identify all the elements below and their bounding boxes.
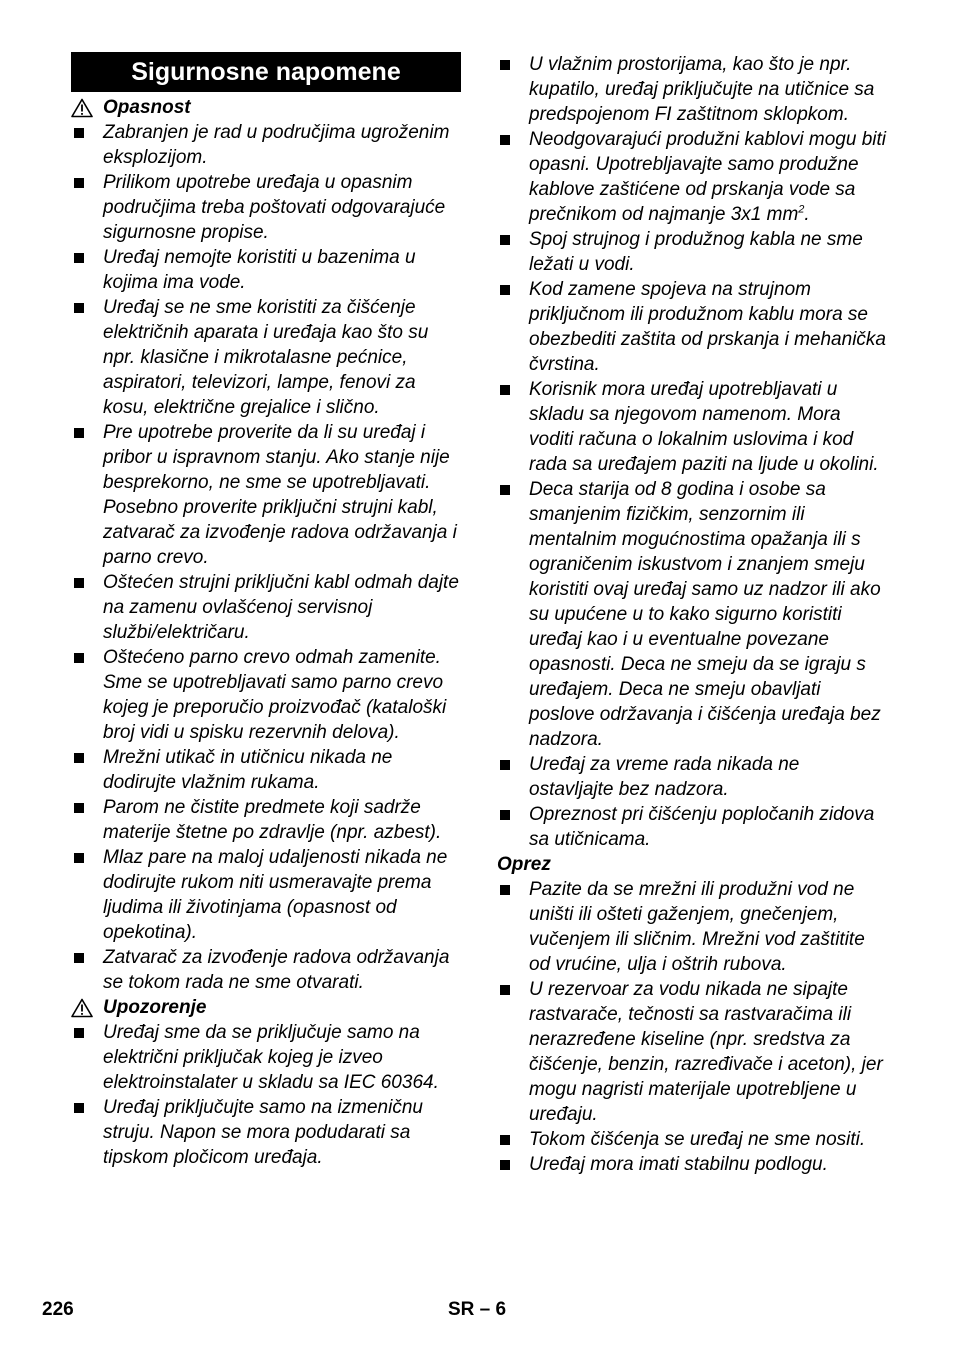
bullet-square-icon [500, 760, 510, 770]
bullet-square-icon [74, 1028, 84, 1038]
list-item: Spoj strujnog i produžnog kabla ne sme ležati u vodi. [497, 227, 887, 277]
warning-list-continued [497, 52, 887, 852]
list-item: Parom ne čistite predmete koji sadrže materije štetne po zdravlje (npr. azbest). [71, 795, 461, 845]
bullet-square-icon [500, 1160, 510, 1170]
list-item: Uređaj za vreme rada nikada ne ostavljajte bez nadzora. [497, 752, 887, 802]
bullet-square-icon [500, 60, 510, 70]
bullet-square-icon [500, 385, 510, 395]
warning-heading-label: Upozorenje [103, 997, 207, 1018]
list-item: U vlažnim prostorijama, kao što je npr. kupatilo, uređaj priključujte na utičnice sa predspojenom FI zaštitnom sklopkom. [497, 52, 887, 127]
caution-heading: Oprez [497, 854, 551, 875]
page-number: 226 [42, 1299, 74, 1320]
list-item: Korisnik mora uređaj upotrebljavati u skladu sa njegovom namenom. Mora voditi računa o lokalnim uslovima i kod rada sa uređajem paziti na ljude u okolini. [497, 377, 887, 477]
bullet-square-icon [74, 253, 84, 263]
list-item: Tokom čišćenja se uređaj ne sme nositi. [497, 1127, 887, 1152]
bullet-square-icon [74, 1103, 84, 1113]
bullet-square-icon [74, 303, 84, 313]
bullet-square-icon [500, 135, 510, 145]
bullet-square-icon [500, 1135, 510, 1145]
bullet-square-icon [500, 235, 510, 245]
warning-triangle-icon [71, 998, 93, 1018]
list-item: Zabranjen je rad u područjima ugroženim eksplozijom. [71, 120, 461, 170]
section-title: Sigurnosne napomene [71, 52, 461, 92]
bullet-square-icon [500, 285, 510, 295]
warning-heading [71, 995, 461, 1020]
list-item: Opreznost pri čišćenju popločanih zidova sa utičnicama. [497, 802, 887, 852]
list-item: Pre upotrebe proverite da li su uređaj i pribor u ispravnom stanju. Ako stanje nije besprekorno, ne sme se upotrebljavati. Posebno proverite priključni strujni kabl, zatvarač za izvođenje radova održavanja i parno crevo. [71, 420, 461, 570]
right-column [497, 52, 887, 1177]
list-item: Oštećen strujni priključni kabl odmah dajte na zamenu ovlašćenoj servisnoj službi/električaru. [71, 570, 461, 645]
list-item: Prilikom upotrebe uređaja u opasnim područjima treba poštovati odgovarajuće sigurnosne propise. [71, 170, 461, 245]
list-item: Pazite da se mrežni ili produžni vod ne uništi ili ošteti gaženjem, gnečenjem, vučenjem ili sličnim. Mrežni vod zaštitite od vrućine, ulja i oštrih rubova. [497, 877, 887, 977]
list-item: Neodgovarajući produžni kablovi mogu biti opasni. Upotrebljavajte samo produžne kablove zaštićene od prskanja vode sa prečnikom od najmanje 3x1 $mm^2$. [497, 127, 887, 227]
bullet-square-icon [74, 853, 84, 863]
bullet-square-icon [74, 803, 84, 813]
list-item: Mlaz pare na maloj udaljenosti nikada ne dodirujte rukom niti usmeravajte prema ljudima ili životinjama (opasnost od opekotina). [71, 845, 461, 945]
superscript: 2 [798, 203, 805, 216]
list-item: Uređaj se ne sme koristiti za čišćenje električnih aparata i uređaja kao što su npr. klasične i mikrotalasne pećnice, aspiratori, televizori, lampe, fenovi za kosu, električne grejalice i slično. [71, 295, 461, 420]
caution-list [497, 877, 887, 1177]
list-item: U rezervoar za vodu nikada ne sipajte rastvarače, tečnosti sa rastvaračima ili nerazređene kiseline (npr. sredstva za čišćenje, benzin, razređivače i aceton), jer mogu nagristi materijale upotrebljene u uređaju. [497, 977, 887, 1127]
left-column [71, 52, 461, 1170]
danger-list [71, 120, 461, 995]
list-item: Mrežni utikač in utičnicu nikada ne dodirujte vlažnim rukama. [71, 745, 461, 795]
bullet-square-icon [74, 653, 84, 663]
bullet-square-icon [74, 128, 84, 138]
danger-heading [71, 95, 461, 120]
bullet-square-icon [500, 985, 510, 995]
bullet-square-icon [74, 953, 84, 963]
bullet-square-icon [500, 485, 510, 495]
list-item: Uređaj sme da se priključuje samo na električni priključak kojeg je izveo elektroinstalater u skladu sa IEC 60364. [71, 1020, 461, 1095]
bullet-square-icon [74, 578, 84, 588]
bullet-square-icon [500, 810, 510, 820]
page-reference: SR – 6 [448, 1299, 507, 1320]
list-item: Zatvarač za izvođenje radova održavanja se tokom rada ne sme otvarati. [71, 945, 461, 995]
list-item: Deca starija od 8 godina i osobe sa smanjenim fizičkim, senzornim ili mentalnim mogućnostima opažanja ili s ograničenim iskustvom i znanjem smeju koristiti ovaj uređaj samo uz nadzor ili ako su upućene u to kako sigurno koristiti uređaj kao i u eventualne povezane opasnosti. Deca ne smeju da se igraju s uređajem. Deca ne smeju obavljati poslove održavanja i čišćenja uređaja bez nadzora. [497, 477, 887, 752]
bullet-square-icon [500, 885, 510, 895]
warning-list [71, 1020, 461, 1170]
list-item: Oštećeno parno crevo odmah zamenite. Sme se upotrebljavati samo parno crevo kojeg je preporučio proizvođač (kataloški broj vidi u spisku rezervnih delova). [71, 645, 461, 745]
list-item: Uređaj priključujte samo na izmeničnu struju. Napon se mora podudarati sa tipskom pločicom uređaja. [71, 1095, 461, 1170]
bullet-square-icon [74, 753, 84, 763]
list-item: Uređaj mora imati stabilnu podlogu. [497, 1152, 887, 1177]
bullet-square-icon [74, 428, 84, 438]
list-item: Uređaj nemojte koristiti u bazenima u kojima ima vode. [71, 245, 461, 295]
warning-triangle-icon [71, 98, 93, 118]
bullet-square-icon [74, 178, 84, 188]
list-item: Kod zamene spojeva na strujnom priključnom ili produžnom kablu mora se obezbediti zaštita od prskanja i mehanička čvrstina. [497, 277, 887, 377]
danger-heading-label: Opasnost [103, 97, 191, 118]
